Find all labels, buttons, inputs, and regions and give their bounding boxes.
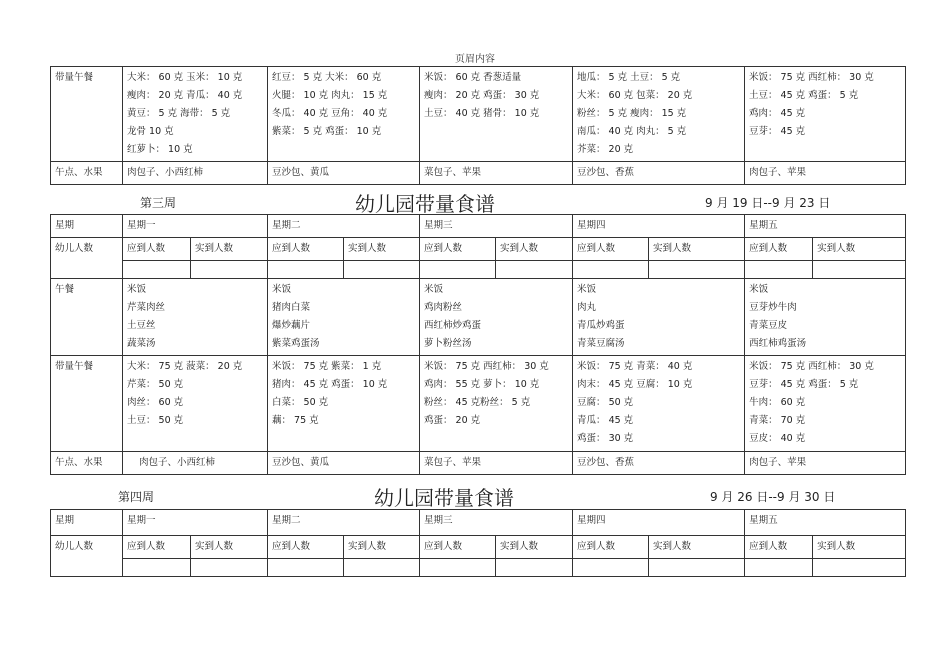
- portion-line: 瘦肉： 20 克 青瓜： 40 克: [127, 90, 243, 101]
- should-count-header: 应到人数: [268, 238, 344, 261]
- actual-count-header: 实到人数: [813, 536, 906, 559]
- count-cell[interactable]: [649, 559, 745, 577]
- portion-label: 带量午餐: [51, 356, 123, 452]
- dish: 米饭: [749, 284, 769, 295]
- week4-menu-table: [50, 509, 906, 577]
- portion-line: 土豆： 40 克 猪骨： 10 克: [424, 108, 540, 119]
- row-label: 带量午餐: [51, 67, 123, 162]
- portion-line: 米饭： 75 克 西红柿： 30 克: [424, 361, 549, 372]
- portion-line: 土豆： 50 克: [127, 415, 184, 426]
- portion-line: 龙骨 10 克: [127, 126, 174, 137]
- day-header: 星期五: [745, 510, 906, 536]
- count-label: 幼儿人数: [51, 238, 123, 279]
- day-header-label: 星期: [51, 510, 123, 536]
- actual-count-header: 实到人数: [191, 238, 268, 261]
- snack-cell: 豆沙包、香蕉: [573, 162, 745, 185]
- dish: 蔬菜汤: [127, 338, 156, 349]
- snack-cell: 豆沙包、黄瓜: [268, 162, 420, 185]
- count-cell[interactable]: [123, 559, 191, 577]
- portion-line: 米饭： 75 克 西红柿： 30 克: [749, 72, 874, 83]
- portion-line: 粉丝： 5 克 瘦肉： 15 克: [577, 108, 687, 119]
- portion-line: 鸡肉： 55 克 萝卜： 10 克: [424, 379, 540, 390]
- date-range: 9 月 26 日--9 月 30 日: [710, 490, 836, 504]
- day-header: 星期一: [123, 215, 268, 238]
- portion-line: 地瓜： 5 克 土豆： 5 克: [577, 72, 681, 83]
- snack-cell: 肉包子、苹果: [745, 452, 906, 475]
- should-count-header: 应到人数: [123, 238, 191, 261]
- week4-title-row: [0, 482, 950, 508]
- portion-line: 牛肉： 60 克: [749, 397, 806, 408]
- dish: 青瓜炒鸡蛋: [577, 320, 625, 331]
- portion-line: 粉丝： 45 克粉丝： 5 克: [424, 397, 531, 408]
- portion-line: 青瓜： 45 克: [577, 415, 634, 426]
- portion-line: 豆皮： 40 克: [749, 433, 806, 444]
- portion-cell-mon: [123, 67, 268, 162]
- day-header: 星期四: [573, 215, 745, 238]
- snack-cell: 肉包子、苹果: [745, 162, 906, 185]
- dish: 米饭: [577, 284, 597, 295]
- portion-line: 鸡蛋： 30 克: [577, 433, 634, 444]
- count-cell[interactable]: [813, 559, 906, 577]
- lunch-cell-thu: [573, 279, 745, 356]
- table-row: [51, 162, 906, 185]
- actual-count-header: 实到人数: [344, 536, 420, 559]
- portion-line: 土豆： 45 克 鸡蛋： 5 克: [749, 90, 859, 101]
- portion-cell-fri: [745, 67, 906, 162]
- count-cell[interactable]: [268, 261, 344, 279]
- count-cell[interactable]: [191, 559, 268, 577]
- actual-count-header: 实到人数: [813, 238, 906, 261]
- should-count-header: 应到人数: [573, 536, 649, 559]
- page-header: 页眉内容: [455, 54, 495, 65]
- portion-line: 米饭： 75 克 西红柿： 30 克: [749, 361, 874, 372]
- snack-cell: 菜包子、苹果: [420, 162, 573, 185]
- portion-cell-tue: [268, 356, 420, 452]
- week2-menu-table: [50, 66, 906, 185]
- count-cell[interactable]: [496, 559, 573, 577]
- table-row: [51, 452, 906, 475]
- snack-label: 午点、水果: [51, 452, 123, 475]
- count-cell[interactable]: [420, 261, 496, 279]
- dish: 西红柿鸡蛋汤: [749, 338, 807, 349]
- count-cell[interactable]: [420, 559, 496, 577]
- week3-menu-table: [50, 214, 906, 475]
- menu-title: 幼儿园带量食谱: [374, 486, 514, 510]
- table-row: [51, 238, 906, 261]
- lunch-label: 午餐: [51, 279, 123, 356]
- dish: 猪肉白菜: [272, 302, 311, 313]
- dish: 西红柿炒鸡蛋: [424, 320, 482, 331]
- portion-line: 南瓜： 40 克 肉丸： 5 克: [577, 126, 687, 137]
- portion-line: 大米： 60 克 包菜： 20 克: [577, 90, 693, 101]
- dish: 米饭: [272, 284, 292, 295]
- menu-title: 幼儿园带量食谱: [355, 192, 495, 216]
- count-cell[interactable]: [344, 559, 420, 577]
- portion-line: 红萝卜： 10 克: [127, 144, 193, 155]
- snack-cell: 豆沙包、香蕉: [573, 452, 745, 475]
- portion-line: 藕： 75 克: [272, 415, 319, 426]
- portion-line: 米饭： 75 克 紫菜： 1 克: [272, 361, 382, 372]
- count-cell[interactable]: [573, 261, 649, 279]
- dish: 豆芽炒牛肉: [749, 302, 797, 313]
- table-row: [51, 510, 906, 536]
- should-count-header: 应到人数: [573, 238, 649, 261]
- count-cell[interactable]: [191, 261, 268, 279]
- table-row: [51, 356, 906, 452]
- snack-cell: 菜包子、苹果: [420, 452, 573, 475]
- portion-line: 芥菜： 20 克: [577, 144, 634, 155]
- day-header: 星期二: [268, 215, 420, 238]
- table-row: [51, 279, 906, 356]
- portion-line: 火腿： 10 克 肉丸： 15 克: [272, 90, 388, 101]
- dish: 爆炒藕片: [272, 320, 311, 331]
- portion-line: 米饭： 60 克 香葱适量: [424, 72, 522, 83]
- day-header: 星期五: [745, 215, 906, 238]
- portion-line: 豆芽： 45 克: [749, 126, 806, 137]
- day-header: 星期三: [420, 510, 573, 536]
- should-count-header: 应到人数: [268, 536, 344, 559]
- snack-cell: 肉包子、小西红柿: [123, 162, 268, 185]
- portion-line: 红豆： 5 克 大米： 60 克: [272, 72, 382, 83]
- dish: 芹菜肉丝: [127, 302, 166, 313]
- actual-count-header: 实到人数: [191, 536, 268, 559]
- portion-line: 鸡蛋： 20 克: [424, 415, 481, 426]
- count-cell[interactable]: [496, 261, 573, 279]
- portion-line: 白菜： 50 克: [272, 397, 329, 408]
- day-header-label: 星期: [51, 215, 123, 238]
- dish: 米饭: [127, 284, 147, 295]
- dish: 土豆丝: [127, 320, 156, 331]
- count-cell[interactable]: [745, 559, 813, 577]
- dish: 萝卜粉丝汤: [424, 338, 472, 349]
- day-header: 星期三: [420, 215, 573, 238]
- portion-line: 黄豆： 5 克 海带： 5 克: [127, 108, 231, 119]
- week3-title-row: [0, 188, 950, 214]
- portion-line: 豆芽： 45 克 鸡蛋： 5 克: [749, 379, 859, 390]
- week-label: 第三周: [140, 196, 177, 210]
- portion-line: 鸡肉： 45 克: [749, 108, 806, 119]
- portion-cell-wed: [420, 356, 573, 452]
- day-header: 星期二: [268, 510, 420, 536]
- row-label: 午点、水果: [51, 162, 123, 185]
- portion-line: 冬瓜： 40 克 豆角： 40 克: [272, 108, 388, 119]
- should-count-header: 应到人数: [420, 536, 496, 559]
- portion-line: 大米： 75 克 菠菜： 20 克: [127, 361, 243, 372]
- week-label: 第四周: [118, 490, 155, 504]
- portion-line: 肉末： 45 克 豆腐： 10 克: [577, 379, 693, 390]
- portion-line: 豆腐： 50 克: [577, 397, 634, 408]
- actual-count-header: 实到人数: [496, 536, 573, 559]
- actual-count-header: 实到人数: [344, 238, 420, 261]
- portion-cell-fri: [745, 356, 906, 452]
- table-row: [51, 536, 906, 559]
- actual-count-header: 实到人数: [649, 536, 745, 559]
- snack-cell: 肉包子、小西红柿: [123, 452, 268, 475]
- dish: 紫菜鸡蛋汤: [272, 338, 320, 349]
- portion-cell-thu: [573, 67, 745, 162]
- dish: 青菜豆皮: [749, 320, 788, 331]
- date-range: 9 月 19 日--9 月 23 日: [705, 196, 831, 210]
- day-header: 星期一: [123, 510, 268, 536]
- snack-cell: 豆沙包、黄瓜: [268, 452, 420, 475]
- dish: 肉丸: [577, 302, 597, 313]
- dish: 米饭: [424, 284, 444, 295]
- count-cell[interactable]: [268, 559, 344, 577]
- count-label: 幼儿人数: [51, 536, 123, 577]
- count-cell[interactable]: [649, 261, 745, 279]
- portion-line: 芹菜： 50 克: [127, 379, 184, 390]
- should-count-header: 应到人数: [420, 238, 496, 261]
- should-count-header: 应到人数: [745, 536, 813, 559]
- portion-cell-tue: [268, 67, 420, 162]
- table-row: [51, 67, 906, 162]
- actual-count-header: 实到人数: [649, 238, 745, 261]
- portion-cell-thu: [573, 356, 745, 452]
- day-header: 星期四: [573, 510, 745, 536]
- portion-line: 米饭： 75 克 青菜： 40 克: [577, 361, 693, 372]
- lunch-cell-mon: [123, 279, 268, 356]
- portion-cell-mon: [123, 356, 268, 452]
- portion-line: 紫菜： 5 克 鸡蛋： 10 克: [272, 126, 382, 137]
- count-cell[interactable]: [813, 261, 906, 279]
- portion-line: 青菜： 70 克: [749, 415, 806, 426]
- lunch-cell-tue: [268, 279, 420, 356]
- dish: 鸡肉粉丝: [424, 302, 463, 313]
- count-cell[interactable]: [123, 261, 191, 279]
- count-cell[interactable]: [745, 261, 813, 279]
- portion-line: 瘦肉： 20 克 鸡蛋： 30 克: [424, 90, 540, 101]
- table-row: [51, 559, 906, 577]
- portion-line: 大米： 60 克 玉米： 10 克: [127, 72, 243, 83]
- count-cell[interactable]: [344, 261, 420, 279]
- portion-line: 肉丝： 60 克: [127, 397, 184, 408]
- should-count-header: 应到人数: [745, 238, 813, 261]
- count-cell[interactable]: [573, 559, 649, 577]
- dish: 青菜豆腐汤: [577, 338, 625, 349]
- portion-cell-wed: [420, 67, 573, 162]
- actual-count-header: 实到人数: [496, 238, 573, 261]
- lunch-cell-wed: [420, 279, 573, 356]
- should-count-header: 应到人数: [123, 536, 191, 559]
- table-row: [51, 215, 906, 238]
- lunch-cell-fri: [745, 279, 906, 356]
- portion-line: 猪肉： 45 克 鸡蛋： 10 克: [272, 379, 388, 390]
- table-row: [51, 261, 906, 279]
